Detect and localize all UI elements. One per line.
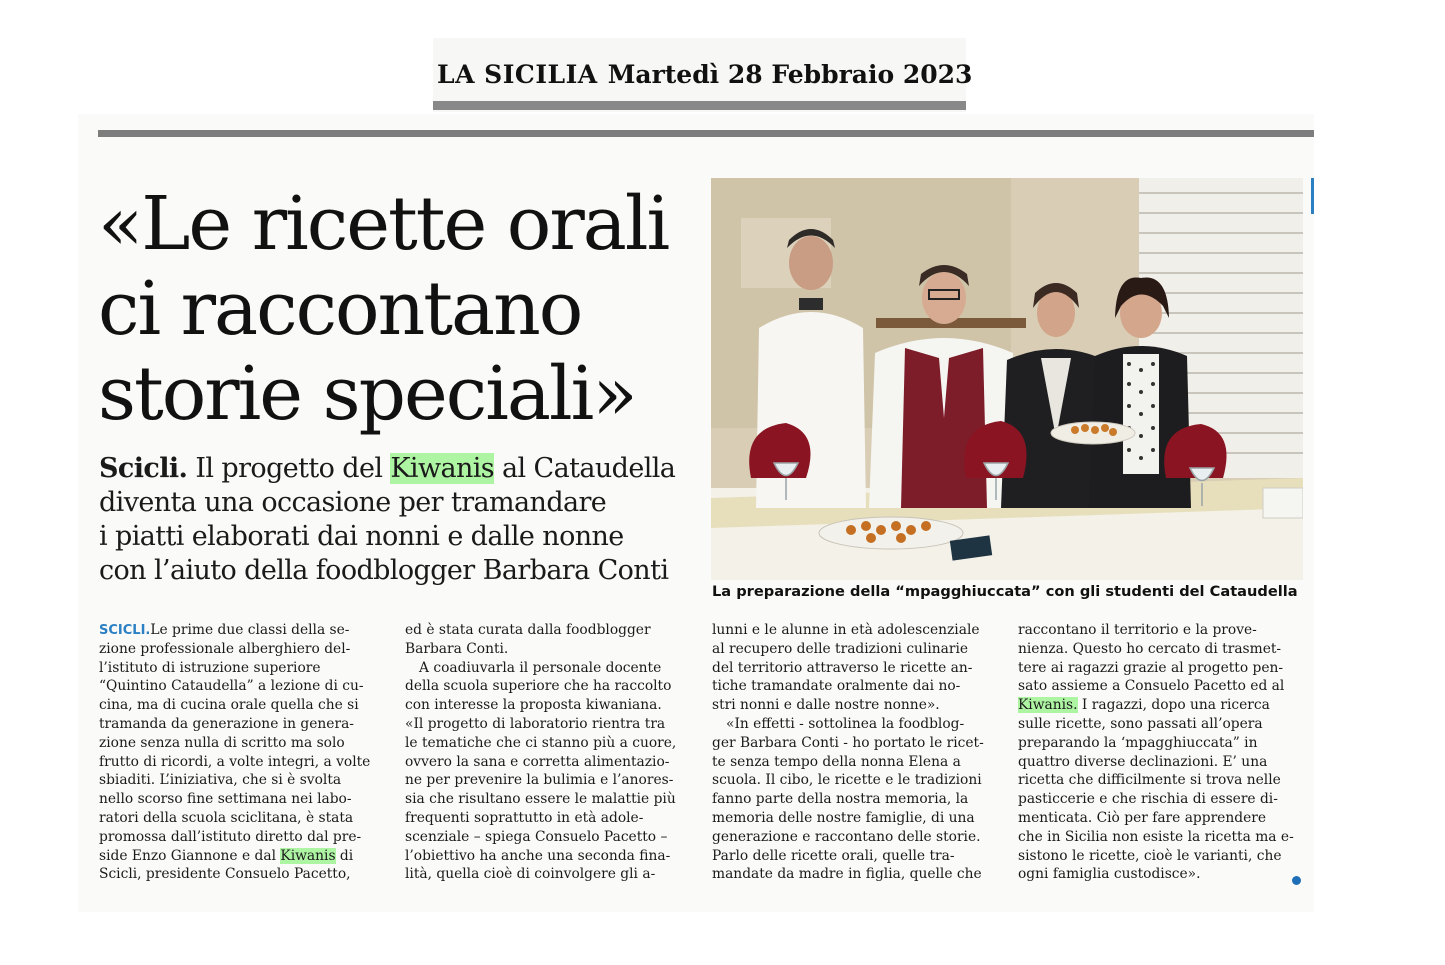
- body-line: scuola. Il cibo, le ricette e le tradizioni: [712, 772, 982, 789]
- subhead-line: diventa una occasione per tramandare: [99, 487, 607, 518]
- body-line: «Il progetto di laboratorio rientra tra: [405, 715, 666, 732]
- body-line: scenziale – spiega Consuelo Pacetto –: [405, 828, 668, 845]
- body-line: Barbara Conti.: [405, 640, 509, 657]
- body-line: le tematiche che ci stanno più a cuore,: [405, 734, 677, 751]
- body-line: memoria delle nostre famiglie, di una: [712, 809, 975, 826]
- body-text: I ragazzi, dopo una ricerca: [1081, 697, 1270, 714]
- highlighted-kiwanis: Kiwanis: [390, 453, 495, 484]
- body-line: frutto di ricordi, a volte integri, a volte: [99, 753, 371, 770]
- body-line: sbiaditi. L’iniziativa, che si è svolta: [99, 772, 342, 789]
- body-text: di: [339, 847, 354, 864]
- body-line: stri nonni e dalle nostre nonne».: [712, 697, 940, 714]
- body-line: ovvero la sana e corretta alimentazio-: [405, 753, 670, 770]
- margin-mark: [1311, 178, 1314, 214]
- highlighted-kiwanis: Kiwanis: [280, 847, 336, 864]
- body-line: zione professionale alberghiero del-: [99, 640, 351, 657]
- dateline: SCICLI.: [99, 623, 151, 638]
- article-top-rule: [98, 130, 1314, 137]
- body-line: Le prime due classi della se-: [150, 622, 350, 638]
- body-line: al recupero delle tradizioni culinarie: [712, 640, 969, 657]
- masthead-rule: [433, 101, 966, 110]
- subhead-line: i piatti elaborati dai nonni e dalle nonne: [99, 521, 624, 552]
- body-line: ne per prevenire la bulimia e l’anores-: [405, 772, 674, 789]
- body-column-1: [99, 621, 382, 884]
- body-line: della scuola superiore che ha raccolto: [405, 678, 672, 695]
- body-line: tramanda da generazione in genera-: [99, 715, 354, 732]
- body-line: Scicli, presidente Consuelo Pacetto,: [99, 866, 351, 883]
- body-line: mandate da madre in figlia, quelle che: [712, 866, 982, 883]
- headline-line: ci raccontano: [98, 266, 582, 352]
- subhead-line: con l’aiuto della foodblogger Barbara Conti: [99, 555, 669, 586]
- body-line: preparando la ‘mpagghiuccata” in: [1018, 734, 1258, 751]
- body-line: tere ai ragazzi grazie al progetto pen-: [1018, 659, 1284, 676]
- body-line: ratori della scuola sciclitana, è stata: [99, 809, 354, 826]
- body-line: raccontano il territorio e la prove-: [1018, 622, 1257, 638]
- body-line: fanno parte della nostra memoria, la: [712, 791, 969, 808]
- body-line: sistono le ricette, cioè le varianti, che: [1018, 847, 1282, 864]
- body-line: cina, ma di cucina orale quella che si: [99, 697, 359, 714]
- body-column-3: [712, 621, 995, 884]
- body-line: del territorio attraverso le ricette an-: [712, 659, 973, 676]
- subhead-place: Scicli.: [99, 453, 188, 484]
- article-photo: [711, 178, 1303, 580]
- body-line: lità, quella cioè di coinvolgere gli a-: [405, 866, 656, 883]
- headline-line: «Le ricette orali: [98, 181, 669, 267]
- body-line: nienza. Questo ho cercato di trasmet-: [1018, 640, 1282, 657]
- photo-caption: La preparazione della “mpagghiuccata” con gli studenti del Cataudella: [712, 583, 1298, 600]
- body-line: quattro diverse declinazioni. E’ una: [1018, 753, 1268, 770]
- subheadline: [99, 452, 704, 588]
- body-line: ricetta che difficilmente si trova nelle: [1018, 772, 1281, 789]
- body-line: con interesse la proposta kiwaniana.: [405, 697, 662, 714]
- body-line: frequenti soprattutto in età adole-: [405, 809, 644, 826]
- body-line: promossa dall’istituto diretto dal pre-: [99, 828, 362, 845]
- body-line: lunni e le alunne in età adolescenziale: [712, 622, 980, 638]
- headline-line: storie speciali»: [98, 351, 636, 437]
- body-column-4: [1018, 621, 1301, 884]
- headline: [98, 182, 708, 437]
- body-text: side Enzo Giannone e dal: [99, 847, 276, 864]
- subhead-text: al Cataudella: [502, 453, 676, 484]
- body-line: te senza tempo della nonna Elena a: [712, 753, 961, 770]
- body-column-2: [405, 621, 688, 884]
- masthead: [437, 60, 972, 89]
- publication-date: Martedì 28 Febbraio 2023: [607, 60, 973, 89]
- body-line: “Quintino Cataudella” a lezione di cu-: [99, 678, 364, 695]
- body-line: che in Sicilia non esiste la ricetta ma e-: [1018, 828, 1294, 845]
- body-line: «In effetti - sottolinea la foodblog-: [726, 715, 965, 732]
- body-line: generazione e raccontano delle storie.: [712, 828, 981, 845]
- body-line: Parlo delle ricette orali, quelle tra-: [712, 847, 955, 864]
- body-line: pasticcerie e che rischia di essere di-: [1018, 791, 1278, 808]
- body-line: tiche tramandate oralmente dai no-: [712, 678, 961, 695]
- body-line: sia che risultano essere le malattie più: [405, 791, 676, 808]
- highlighted-kiwanis: Kiwanis.: [1018, 697, 1078, 714]
- body-line: sulle ricette, sono passati all’opera: [1018, 715, 1263, 732]
- body-line: ogni famiglia custodisce».: [1018, 866, 1201, 883]
- article-end-dot: [1292, 876, 1301, 885]
- body-line: ed è stata curata dalla foodblogger: [405, 622, 651, 638]
- body-line: l’istituto di istruzione superiore: [99, 659, 321, 676]
- body-line: nello scorso fine settimana nei labo-: [99, 791, 352, 808]
- body-line: A coadiuvarla il personale docente: [419, 659, 662, 676]
- body-line: l’obiettivo ha anche una seconda fina-: [405, 847, 671, 864]
- newspaper-name: LA SICILIA: [437, 60, 598, 89]
- body-line: zione senza nulla di scritto ma solo: [99, 734, 345, 751]
- body-line: menticata. Ciò per fare apprendere: [1018, 809, 1266, 826]
- body-line: sato assieme a Consuelo Pacetto ed al: [1018, 678, 1285, 695]
- subhead-text: Il progetto del: [195, 453, 383, 484]
- body-line: ger Barbara Conti - ho portato le ricet-: [712, 734, 984, 751]
